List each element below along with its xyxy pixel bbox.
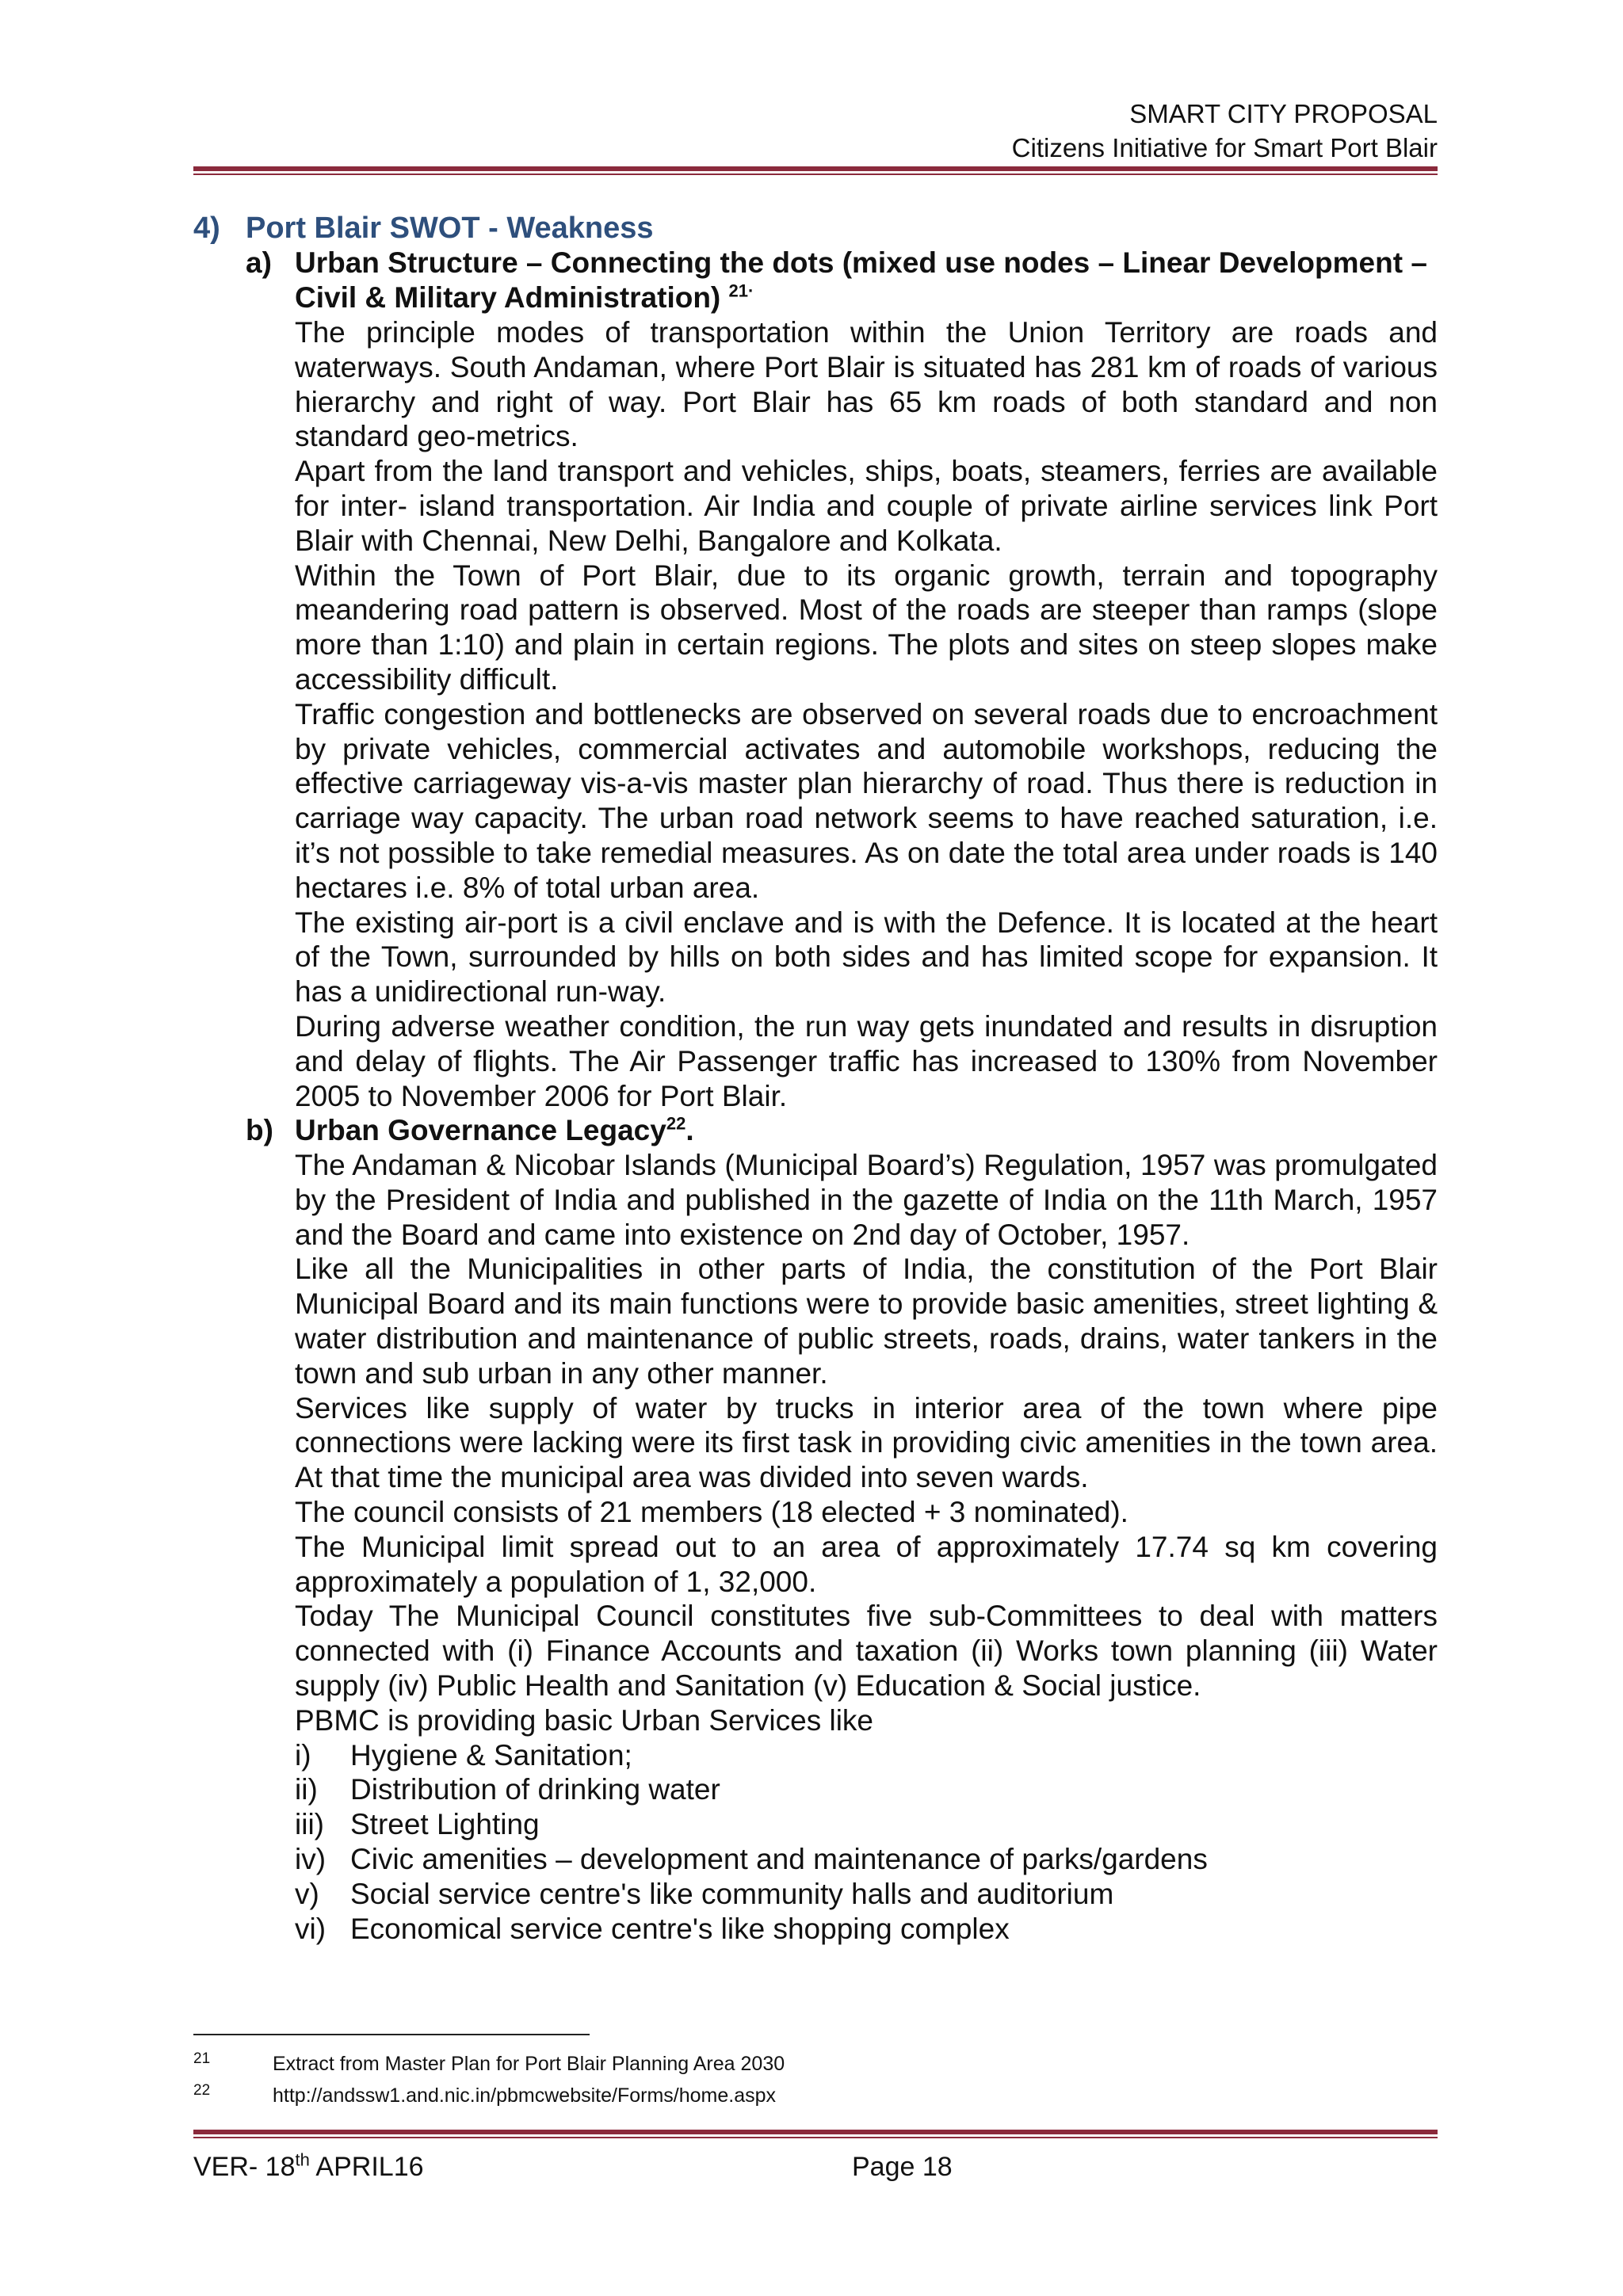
footer-version-suffix: APRIL16	[309, 2152, 424, 2182]
paragraph: Like all the Municipalities in other parts of India, the constitution of the Port Blair Municipal Board and its main functions were to provide basic amenities, street lighting & water distribution and maintenance of public streets, roads, drains, water tankers in the town and sub urban in any other manner.	[295, 1253, 1438, 1390]
paragraph: The council consists of 21 members (18 elected + 3 nominated).	[295, 1495, 1128, 1528]
list-item-text: Civic amenities – development and maintenance of parks/gardens	[350, 1842, 1208, 1875]
list-item-text: Hygiene & Sanitation;	[350, 1738, 632, 1772]
header-subtitle: Citizens Initiative for Smart Port Blair	[1011, 133, 1438, 162]
subsection-b-marker: b)	[246, 1114, 273, 1146]
footnote	[193, 2052, 785, 2076]
list-item	[295, 1842, 1438, 1877]
page-number: Page 18	[852, 2152, 953, 2182]
paragraph: Today The Municipal Council constitutes five sub-Committees to deal with matters connected with (i) Finance Accounts and taxation (ii) Works town planning (iii) Water supply (iv) Public Health and Sanitation (v) Education & Social justice.	[295, 1600, 1438, 1702]
header-rule-thin	[193, 174, 1438, 175]
paragraph: Services like supply of water by trucks in interior area of the town where pipe connections were lacking were its first task in providing civic amenities in the town area. At that time the municipal area was divided into seven wards.	[295, 1391, 1438, 1494]
list-item	[295, 1912, 1438, 1947]
list-item-text: Street Lighting	[350, 1808, 540, 1841]
footnote-number: 21	[193, 2050, 211, 2067]
list-item	[295, 1807, 1438, 1842]
paragraph: The Andaman & Nicobar Islands (Municipal Board’s) Regulation, 1957 was promulgated by the President of India and published in the gazette of India on the 11th March, 1957 and the Board and came into existence on 2nd day of October, 1957.	[295, 1149, 1438, 1251]
list-item-number: iii)	[295, 1808, 324, 1841]
list-item-number: i)	[295, 1738, 311, 1772]
subsection-b-trail: .	[685, 1114, 694, 1146]
list-item-number: iv)	[295, 1842, 327, 1875]
paragraph: Traffic congestion and bottlenecks are observed on several roads due to encroachment by private vehicles, commercial activates and automobile workshops, reducing the effective carriageway vis-a-vis master plan hierarchy of road. Thus there is reduction in carriage way capacity. The urban road network seems to have reached saturation, i.e. it’s not possible to take remedial measures. As on date the total area under roads is 140 hectares i.e. 8% of total urban area.	[295, 697, 1438, 904]
footer-version	[193, 2149, 424, 2184]
paragraph: Within the Town of Port Blair, due to its organic growth, terrain and topography meandering road pattern is observed. Most of the roads are steeper than ramps (slope more than 1:10) and plain in certain regions. The plots and sites on steep slopes make accessibility difficult.	[295, 559, 1438, 696]
list-item	[295, 1877, 1438, 1912]
subsection-b-body	[295, 1148, 1438, 1946]
subsection-a-heading	[246, 246, 1438, 315]
paragraph: The Municipal limit spread out to an area of approximately 17.74 sq km covering approximately a population of 1, 32,000.	[295, 1530, 1438, 1598]
page-header	[1012, 97, 1438, 165]
list-item-text: Economical service centre's like shopping complex	[350, 1912, 1010, 1945]
subsection-a-title: Urban Structure – Connecting the dots (mixed use nodes – Linear Development – Civil & Military Administration)	[295, 246, 1427, 314]
subsection-a-marker: a)	[246, 246, 272, 279]
section-title: Port Blair SWOT - Weakness	[246, 212, 654, 245]
subsection-a-body	[295, 315, 1438, 1113]
list-item-number: v)	[295, 1877, 319, 1910]
footer-rule-thin	[193, 2137, 1438, 2138]
header-rule	[193, 166, 1438, 171]
footnote-link-text: http://andssw1.and.nic.in/pbmcwebsite/Forms/home.aspx	[273, 2084, 777, 2107]
footer-version-prefix: VER- 18	[193, 2152, 296, 2182]
footnote-number: 22	[193, 2082, 211, 2099]
section-number: 4)	[193, 212, 220, 245]
footnote-text: Extract from Master Plan for Port Blair Planning Area 2030	[273, 2053, 785, 2075]
subsection-b-title: Urban Governance Legacy	[295, 1114, 666, 1146]
list-item-text: Distribution of drinking water	[350, 1773, 720, 1806]
paragraph: The existing air-port is a civil enclave and is with the Defence. It is located at the heart of the Town, surrounded by hills on both sides and has limited scope for expansion. It has a unidirectional run-way.	[295, 906, 1438, 1009]
footer-rule	[193, 2130, 1438, 2134]
footnote	[193, 2084, 776, 2107]
footnote-ref-21: 21·	[728, 280, 754, 301]
subsection-b-heading	[246, 1113, 1438, 1148]
footer-version-sup: th	[295, 2149, 310, 2170]
paragraph: PBMC is providing basic Urban Services like	[295, 1703, 873, 1737]
footnote-separator	[193, 2034, 590, 2035]
list-item	[295, 1772, 1438, 1807]
section-heading	[193, 211, 654, 246]
header-title: SMART CITY PROPOSAL	[1129, 99, 1438, 128]
paragraph: The principle modes of transportation within the Union Territory are roads and waterways. South Andaman, where Port Blair is situated has 281 km of roads of various hierarchy and right of way. Port Blair has 65 km roads of both standard and non standard geo-metrics.	[295, 316, 1438, 453]
paragraph: During adverse weather condition, the run way gets inundated and results in disruption and delay of flights. The Air Passenger traffic has increased to 130% from November 2005 to November 2006 for Port Blair.	[295, 1009, 1438, 1112]
list-item	[295, 1738, 1438, 1773]
list-item-number: ii)	[295, 1773, 318, 1806]
list-item-text: Social service centre's like community halls and auditorium	[350, 1877, 1114, 1910]
list-item-number: vi)	[295, 1912, 327, 1945]
footnote-ref-22: 22	[666, 1113, 686, 1134]
paragraph: Apart from the land transport and vehicles, ships, boats, steamers, ferries are available for inter- island transportation. Air India and couple of private airline services link Port Blair with Chennai, New Delhi, Bangalore and Kolkata.	[295, 455, 1438, 557]
